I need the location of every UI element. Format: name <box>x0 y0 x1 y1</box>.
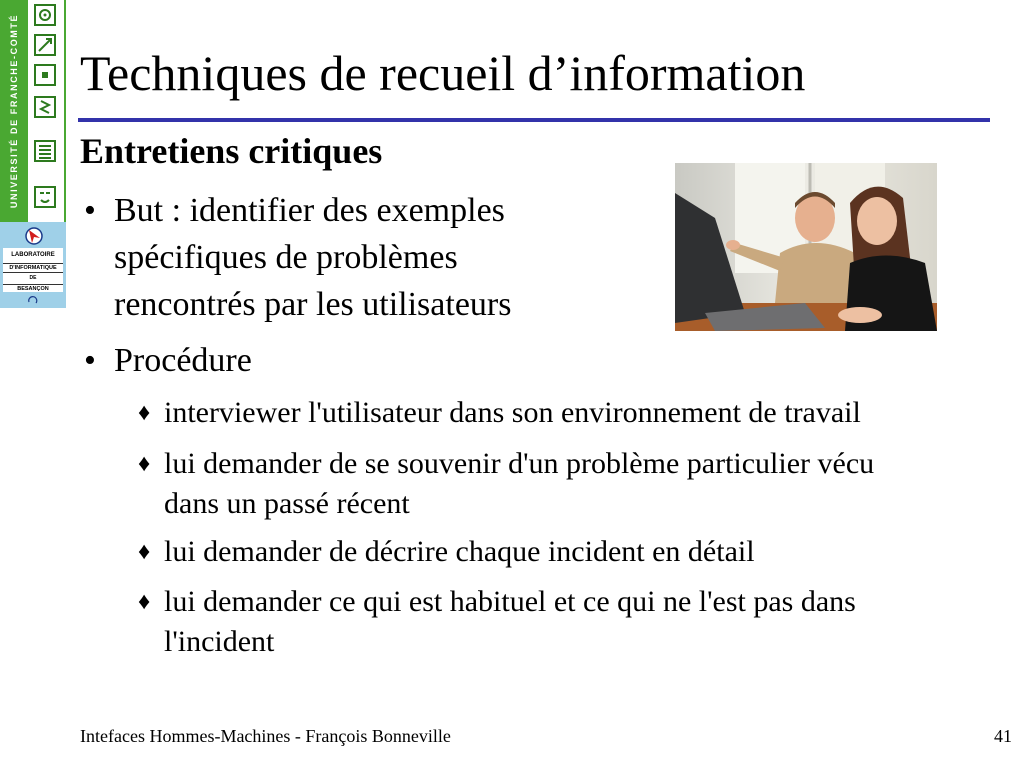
figure-glyph-icon <box>34 96 56 118</box>
diagonal-glyph-icon <box>34 34 56 56</box>
title-divider <box>78 118 990 122</box>
slide-title: Techniques de recueil d’information <box>80 45 806 101</box>
university-name: UNIVERSITÉ DE FRANCHE-COMTÉ <box>9 13 19 209</box>
section-heading: Entretiens critiques <box>80 131 383 171</box>
lab-logo <box>0 222 66 308</box>
people-at-laptop-photo <box>675 163 937 331</box>
spiral-glyph-icon <box>34 4 56 26</box>
book-glyph-icon <box>34 140 56 162</box>
arc-icon <box>27 294 39 306</box>
compass-arrow-icon <box>24 226 44 246</box>
dot-glyph-icon <box>34 64 56 86</box>
page-number: 41 <box>994 726 1012 746</box>
university-glyph-column <box>28 0 66 222</box>
face-glyph-icon <box>34 186 56 208</box>
lab-name-box: LABORATOIRE D'INFORMATIQUE DE BESANÇON <box>3 248 63 292</box>
footer-course: Intefaces Hommes-Machines - François Bonneville <box>80 726 451 746</box>
